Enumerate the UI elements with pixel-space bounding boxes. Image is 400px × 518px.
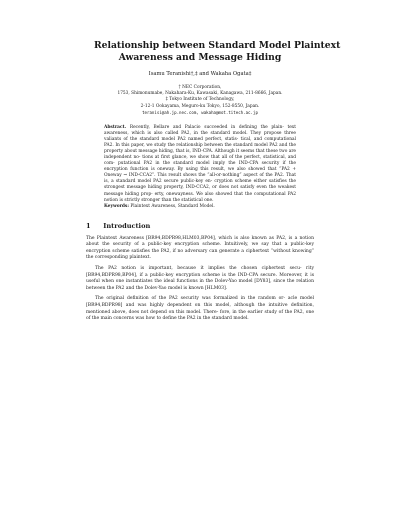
abstract-line: tical, and computational PA2. In this paper, we study the relationship [104,137,296,149]
abstract-line: between the standard model PA2 and the property about message hiding, [104,143,296,155]
paragraph-line: can generate a ciphertext “without knowing” the corresponding plaintext. [86,248,315,261]
paragraph-line: we say that a public-key encryption scheme satisfies the PA2, if no adversary [86,242,315,254]
paragraph-line: The PA2 notion is important, because it implies the chosen ciphertext secu- [95,266,302,272]
paragraph-line: acle model [BR94,BDPR98] and was highly dependent on this model, although [86,296,314,309]
author-list: Isamu Teranishi†,‡ and Wakaha Ogata‡ [148,71,252,77]
abstract-line: encryption function is oneway. By using this result, we also showed that [104,167,277,173]
paragraph [86,236,314,262]
abstract [104,125,296,210]
title-line: Relationship between Standard Model Plaintext [94,40,341,51]
paper-title [86,40,341,64]
section-body [86,236,314,323]
paragraph-line: rity [BR94,BDPR98,BP04], if a public-key encryption scheme is the IND-CPA [86,266,314,278]
paragraph-line: model is known [HLM03]. [167,285,228,291]
keywords-text: Plaintext Awareness, Standard Model. [130,203,215,209]
paragraph-line: The original definition of the PA2 security was formalized in the random or- [95,296,285,302]
paragraph-line: Dolev-Yao model [DY83], since the relation between the PA2 and the Dolev-Yao [86,279,314,291]
affiliation-line: † NEC Corporation, [178,85,222,90]
abstract-line: aspect of the PA2. That is, a standard model PA2 secure public-key en- [104,173,296,185]
paragraph [86,296,314,322]
abstract-line: that is, IND-CPA. Although it seems that these two are independent no- [104,149,296,161]
abstract-label: Abstract. [104,125,127,131]
affiliation-line: ‡ Tokyo Institute of Technology, [165,97,235,103]
abstract-line: text awareness, which is also called PA2, in the standard model. They [104,125,296,137]
paragraph-line: fore, in the earlier study of the PA2, one of the main concerns was how to define [86,309,315,322]
keywords-label: Keywords: [104,203,129,209]
section-number: 1 [86,221,91,230]
abstract-line: strictly stronger than the statistical one. [124,197,214,203]
keywords [104,204,296,210]
abstract-line: propose three valiants of the standard model PA2 named perfect, statis- [104,131,296,143]
abstract-line: cryption scheme either satisfies the strongest message hiding property, [104,179,296,191]
affiliation-line: 2-12-1 Ookayama, Meguro-ku Tokyo, 152-8550, Japan. [140,103,260,109]
title-line: Awareness and Message Hiding [118,52,282,63]
section-heading [86,222,314,231]
abstract-line: “PA2 + Oneway ⇒ IND-CCA2”. This result shows the “all-or-nothing” [104,167,296,179]
abstract-line: putational PA2 in the standard model imply the IND-CPA security if the [117,161,296,167]
affiliations [86,85,314,116]
affiliation-line: 1753, Shimonumabe, Nakahara-Ku, Kawasaki, Kanagawa, 211-8666, Japan. [117,91,283,97]
paragraph-line: The Plaintext Awareness [BR94,BDPR98,HLM03,BP04], which is also known as [86,235,274,241]
paragraph-line: the intuitive definition, mentioned above, does not depend on this model. There- [86,303,315,315]
paragraph-line: the PA2 in the standard model. [178,316,249,322]
paragraph-line: secure. Moreover, it is useful when one instantiates the ideal functions in the [86,272,315,285]
abstract-line: erty, onewayness. We also showed that the computational PA2 notion is [104,191,296,203]
abstract-body [104,125,296,204]
paragraph-line: PA2, is a notion about the security of a public-key encryption scheme. Intuitively, [86,235,314,248]
abstract-line: tions at first glance, we show that all of the perfect, statistical, and com- [104,155,296,167]
abstract-line: Recently, Bellare and Palacio succeeded in defining the plain- [129,125,284,131]
section-title: Introduction [103,221,151,230]
author-emails: teranisi@ah.jp.nec.com, wakaha@mot.titech.ac.jp [142,109,258,115]
abstract-line: IND-CCA2, or does not satisfy even the weakest message hiding prop- [104,185,296,197]
paragraph [86,266,314,292]
